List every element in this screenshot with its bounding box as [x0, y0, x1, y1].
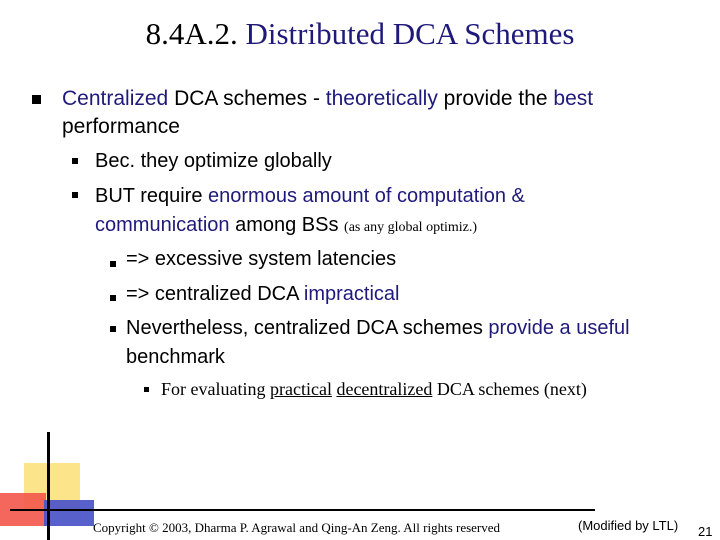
text-among-bss: among BSs [229, 214, 345, 236]
bullet-but-require-line2 [95, 211, 477, 242]
text-practical: practical [269, 379, 332, 399]
title-text: Distributed DCA Schemes [245, 16, 575, 51]
deco-blue-block [44, 500, 94, 526]
bullet-nevertheless-line2: benchmark [126, 346, 225, 368]
page-number: 21 [698, 524, 713, 539]
bullet-square [110, 261, 116, 267]
deco-vertical-line [47, 432, 50, 540]
text-useful: provide a useful [488, 317, 630, 339]
bullet-centralized-line2: performance [62, 115, 180, 138]
bullet-impractical [126, 280, 399, 308]
text-communication: communication [95, 214, 230, 236]
bullet-square [72, 192, 78, 198]
text-provide-the: provide the [437, 87, 554, 110]
text-best: best [553, 87, 594, 110]
slide-title [0, 14, 720, 54]
bullet-centralized-line1 [62, 85, 593, 113]
bullet-square [32, 95, 41, 104]
text-for-evaluating: For evaluating [161, 379, 270, 399]
text-centralized-dca: => centralized DCA [126, 283, 304, 305]
footer-copyright: Copyright © 2003, Dharma P. Agrawal and Qing-An Zeng. All rights reserved [93, 520, 501, 535]
footer-modified: (Modified by LTL) [578, 518, 679, 533]
text-global-optimiz: (as any global optimiz.) [344, 220, 477, 235]
text-enormous-amount: enormous amount of computation & [208, 185, 525, 207]
text-decentralized: decentralized [336, 379, 433, 399]
bullet-excessive-latencies: => excessive system latencies [126, 248, 397, 270]
text-theoretically: theoretically [325, 87, 438, 110]
bullet-optimize-globally: Bec. they optimize globally [95, 150, 332, 172]
text-dca-schemes: DCA schemes - [168, 87, 326, 110]
bullet-evaluating [161, 377, 587, 401]
bullet-but-require-line1 [95, 182, 525, 210]
text-dca-schemes-next: DCA schemes (next) [432, 379, 587, 399]
bullet-square [110, 326, 116, 332]
bullet-square [110, 295, 116, 301]
text-impractical: impractical [303, 283, 400, 305]
text-centralized: Centralized [62, 87, 169, 110]
text-but-require: BUT require [95, 185, 209, 207]
title-number: 8.4A.2. [145, 16, 238, 51]
deco-horizontal-line [10, 509, 595, 511]
bullet-square [72, 158, 78, 164]
bullet-square [144, 387, 149, 392]
text-nevertheless: Nevertheless, centralized DCA schemes [126, 317, 489, 339]
bullet-nevertheless-line1 [126, 314, 630, 342]
